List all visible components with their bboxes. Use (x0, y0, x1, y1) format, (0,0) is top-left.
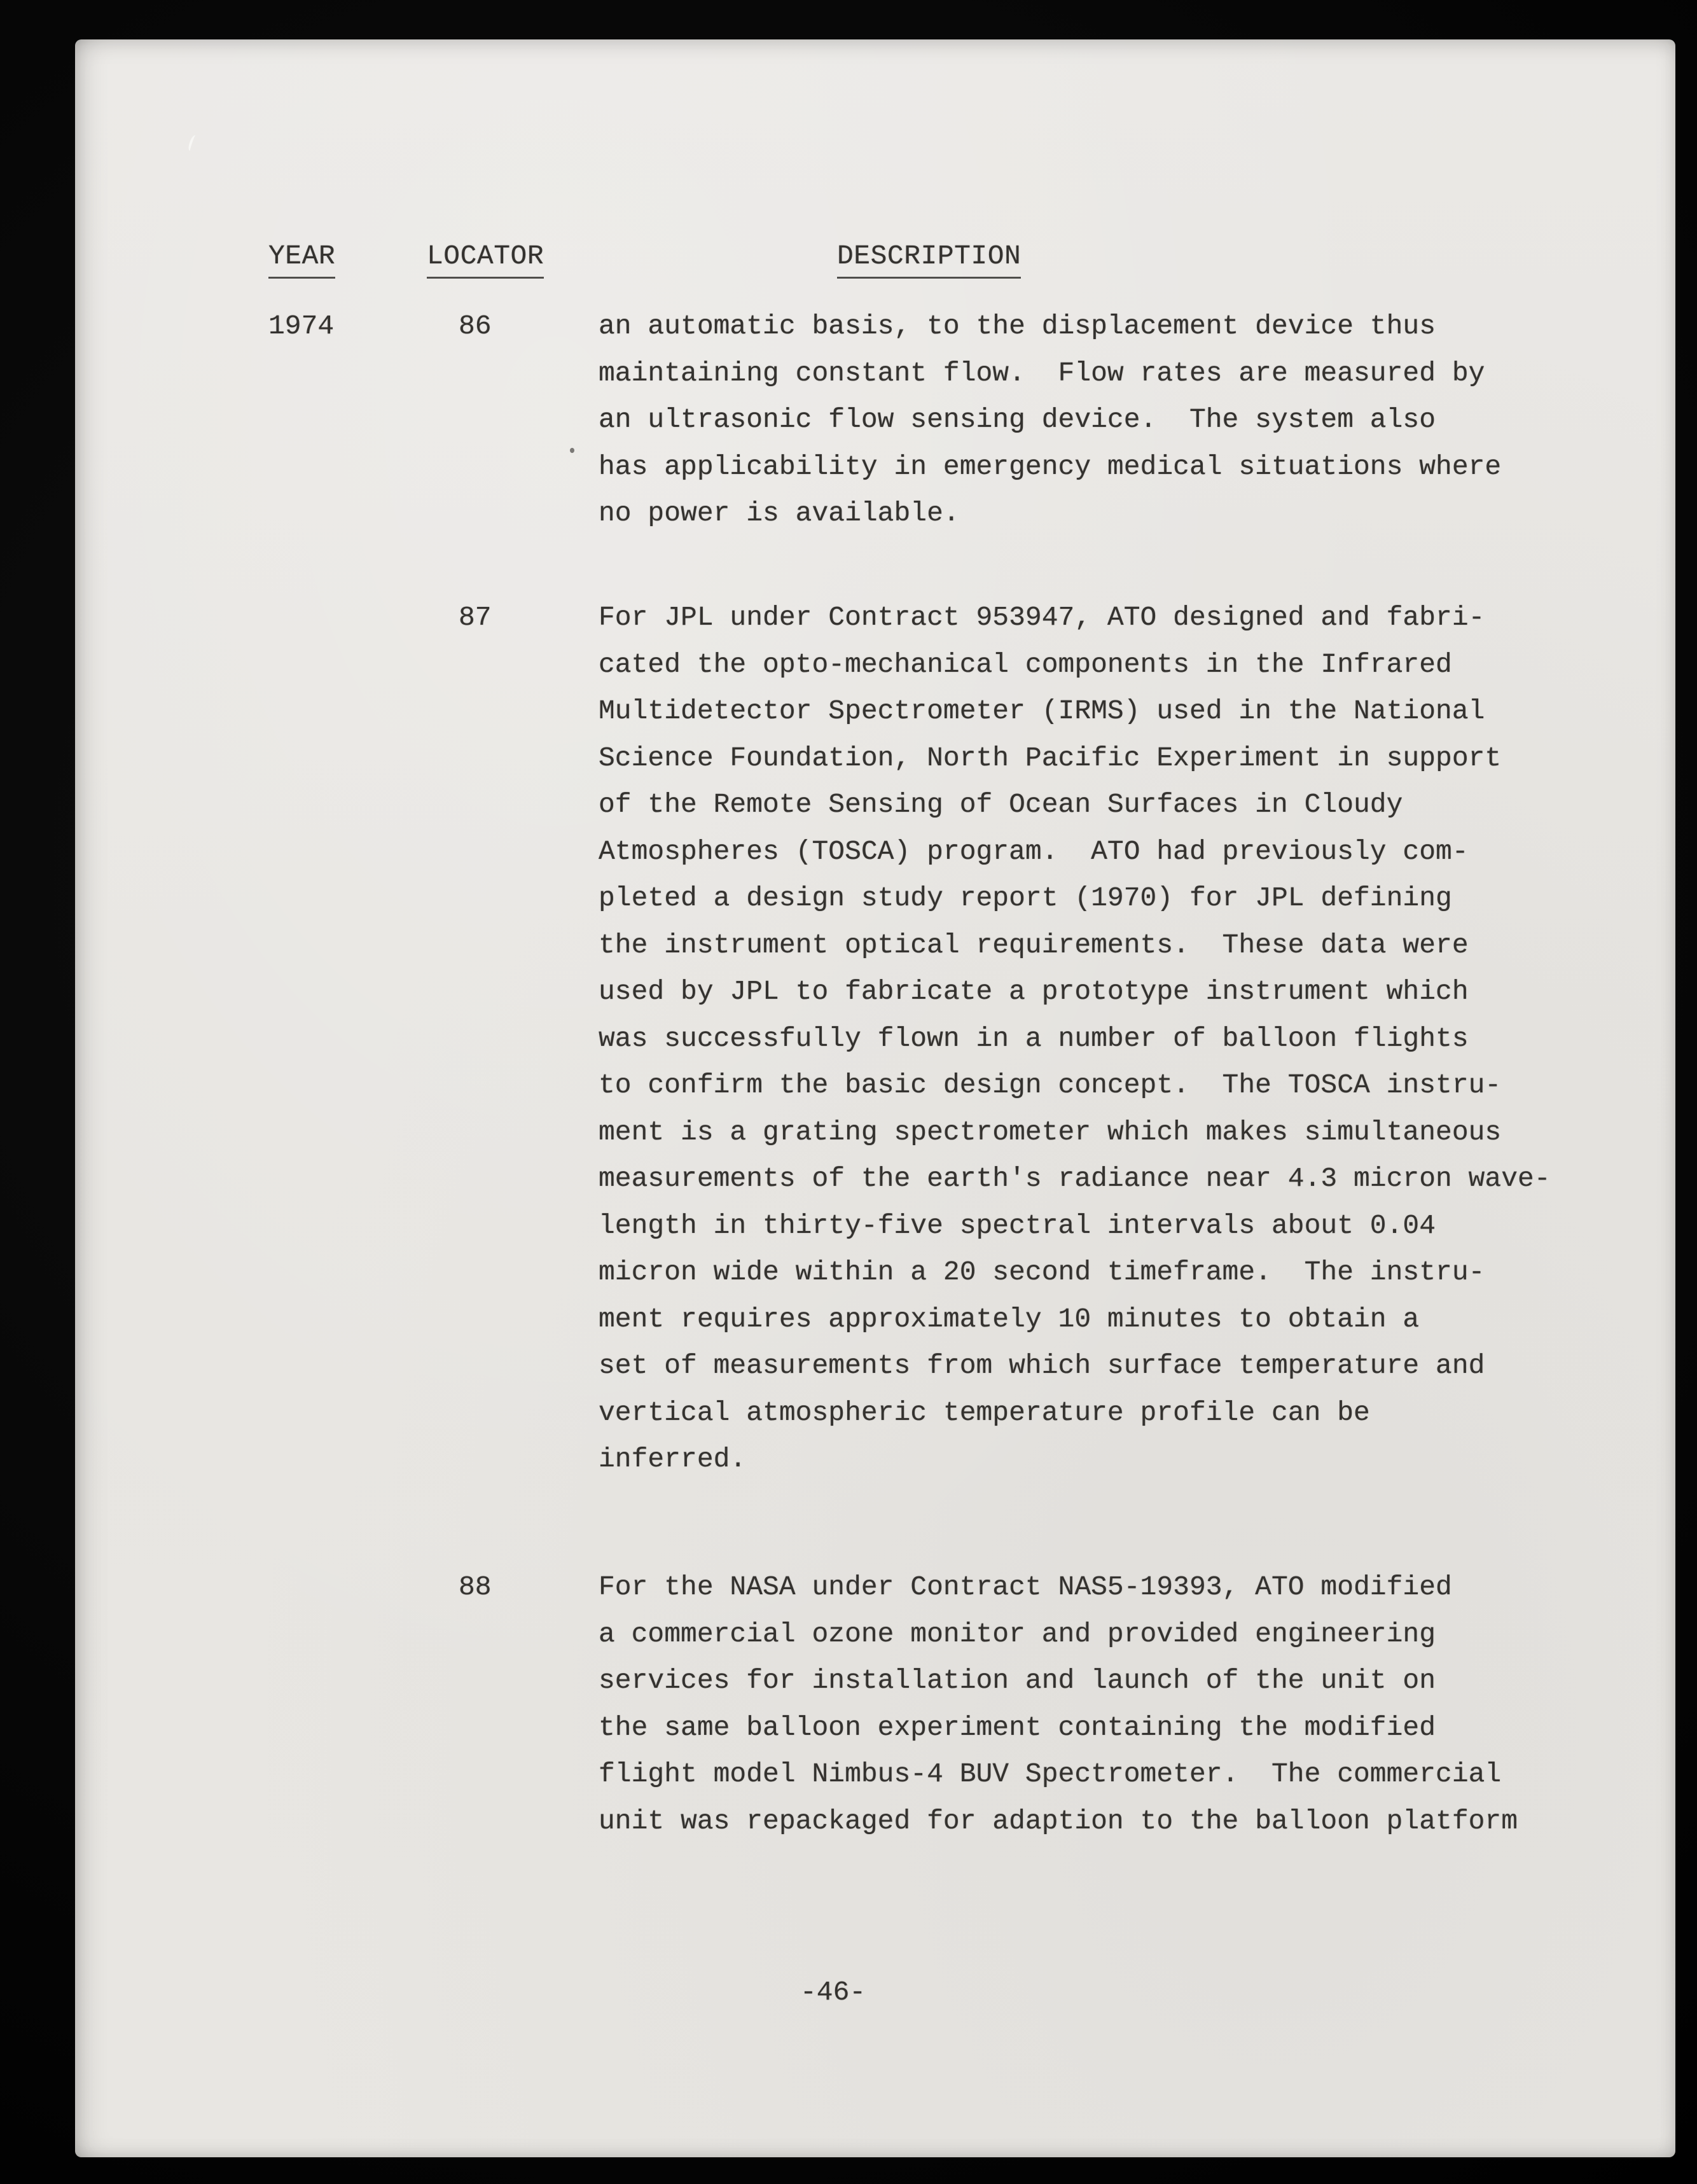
locator-cell: 88 (459, 1571, 492, 1603)
description-line: micron wide within a 20 second timeframe. The instru- (599, 1256, 1485, 1288)
table-header (75, 242, 1675, 280)
description-line: the instrument optical requirements. These data were (599, 929, 1469, 961)
description-line: cated the opto-mechanical components in the Infrared (599, 648, 1452, 680)
description-line: used by JPL to fabricate a prototype instrument which (599, 976, 1469, 1007)
description-line: services for installation and launch of the unit on (599, 1665, 1436, 1696)
scan-artifact-dot (570, 448, 574, 453)
description-line: length in thirty-five spectral intervals about 0.04 (599, 1209, 1436, 1241)
scan-artifact-mark (187, 134, 198, 152)
description-line: set of measurements from which surface temperature and (599, 1350, 1485, 1381)
description-line: the same balloon experiment containing the modified (599, 1711, 1436, 1743)
description-cell (599, 594, 1551, 1483)
description-line: For JPL under Contract 953947, ATO designed and fabri- (599, 602, 1485, 633)
description-line: to confirm the basic design concept. The TOSCA instru- (599, 1069, 1502, 1101)
column-header-description: DESCRIPTION (837, 242, 1021, 279)
description-cell (599, 303, 1501, 537)
locator-cell: 87 (459, 602, 492, 633)
description-line: For the NASA under Contract NAS5-19393, ATO modified (599, 1571, 1452, 1603)
description-line: was successfully flown in a number of balloon flights (599, 1022, 1469, 1054)
description-line: no power is available. (599, 497, 960, 529)
description-line: of the Remote Sensing of Ocean Surfaces in Cloudy (599, 789, 1403, 820)
description-line: has applicability in emergency medical situations where (599, 450, 1502, 482)
description-line: vertical atmospheric temperature profile can be (599, 1396, 1370, 1428)
column-header-locator: LOCATOR (427, 242, 544, 279)
description-line: pleted a design study report (1970) for JPL defining (599, 882, 1452, 914)
description-line: Atmospheres (TOSCA) program. ATO had previously com- (599, 835, 1469, 867)
description-line: inferred. (599, 1443, 747, 1475)
document-page (75, 39, 1675, 2157)
description-line: measurements of the earth's radiance near 4.3 micron wave- (599, 1163, 1551, 1194)
description-line: ment is a grating spectrometer which makes simultaneous (599, 1116, 1502, 1148)
page-number: -46- (800, 1977, 866, 2008)
description-line: maintaining constant flow. Flow rates are measured by (599, 357, 1485, 389)
description-line: Science Foundation, North Pacific Experiment in support (599, 742, 1502, 774)
description-line: flight model Nimbus-4 BUV Spectrometer. The commercial (599, 1758, 1502, 1790)
column-header-year: YEAR (268, 242, 335, 279)
description-line: an ultrasonic flow sensing device. The system also (599, 404, 1436, 435)
description-line: a commercial ozone monitor and provided engineering (599, 1618, 1436, 1650)
description-cell (599, 1564, 1518, 1844)
year-cell: 1974 (268, 310, 335, 342)
description-line: an automatic basis, to the displacement device thus (599, 310, 1436, 342)
description-line: Multidetector Spectrometer (IRMS) used in the National (599, 695, 1485, 727)
description-line: ment requires approximately 10 minutes to obtain a (599, 1303, 1420, 1335)
description-line: unit was repackaged for adaption to the balloon platform (599, 1805, 1518, 1837)
locator-cell: 86 (459, 310, 492, 342)
